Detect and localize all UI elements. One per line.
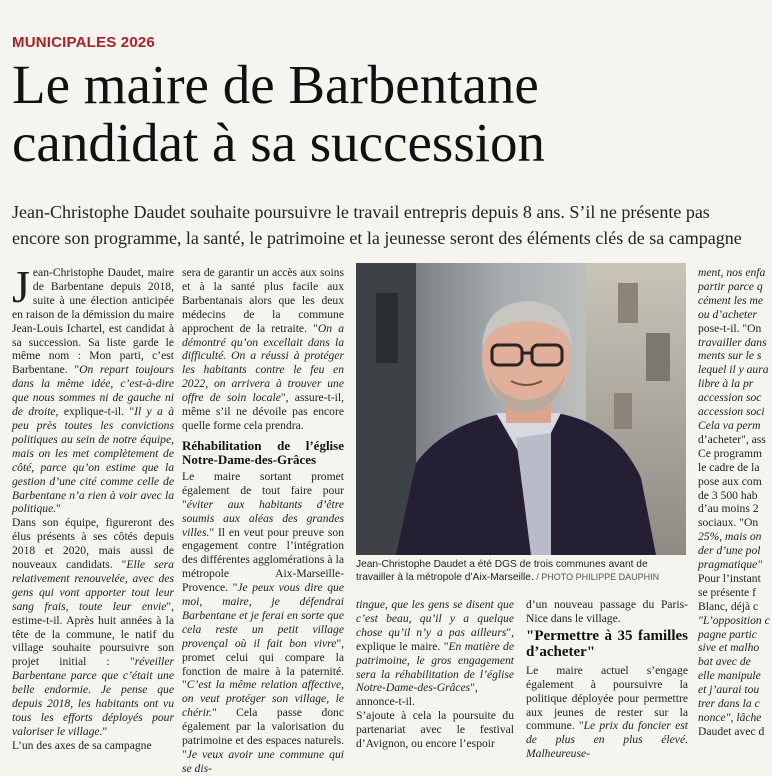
standfirst-line-2: encore son programme, la santé, le patrimoine et la jeunesse seront des éléments clés de sa campagne (12, 228, 742, 248)
subheading-eglise: Réhabilitation de l’église Notre-Dame-des-Grâces (182, 437, 344, 467)
article-column-5: ment, nos enfa partir parce q cément les me ou d’acheter pose-t-il. "On travailler dans ments sur le s lequel il y aura libre à la pr accession soc accession soci Cela va perm d’acheter", ass Ce programm le cadre de la pose aux com de 3 500 hab d’au moins 2 sociaux. "On 25%, mais on der d’une pol pragmatique" Pour l’instant se présente f Blanc, déjà c "L’opposition c pagne partic sive et malho bat avec de elle manipule et j’aurai tou trer dans la c nonce", lâche Daudet avec d (698, 266, 770, 738)
drop-cap: J (12, 261, 30, 312)
standfirst (12, 199, 772, 251)
photo-caption: Jean-Christophe Daudet a été DGS de trois communes avant de travailler à la métropole d’Aix-Marseille. / PHOTO PHILIPPE DAUPHIN (356, 559, 660, 583)
headline-line-1: Le maire de Barbentane (12, 54, 539, 115)
portrait-illustration (356, 263, 686, 555)
subheading-familles: "Permettre à 35 familles d’acheter" (526, 627, 688, 660)
article-column-2: sera de garantir un accès aux soins et à la santé plus facile aux Barbentanais alors que les deux médecins de la commune approchent de la retraite. "On a démontré qu’on excellait dans la difficulté. On a réussi à protéger les habitants contre le feu en 2022, on arrivera à trouver une offre de soin locale", assure-t-il, même s’il ne dévoile pas encore quelle forme cela prendra. Réhabilitation de l’église Notre-Dame-des-Grâces Le maire sortant promet également de tout faire pour "éviter aux habitants d’être soumis aux aléas des grandes villes." Il en veut pour preuve son engagement contre l’intégration des différentes agglomérations à la métropole Aix-Marseille-Provence. "Je peux vous dire que moi, maire, je défendrai Barbentane et je ferai en sorte que cela reste un petit village provençal où il fait bon vivre", promet celui qui compare la fonction de maire à la paternité. "C’est la même relation affective, on veut protéger son village, le chérir." Cela passe donc également par la valorisation du patrimoine et des espaces naturels. "Je veux avoir une commune qui se dis- (182, 266, 345, 775)
article-column-3: tingue, que les gens se disent que c’est beau, qu’il y a quelque chose qu’il n’y a pas ailleurs", explique le maire. "En matière de patrimoine, le gros engagement sera la réhabilitation de l’église Notre-Dame-des-Grâces", annonce-t-il. S’ajoute à cela la poursuite du partenariat avec le festival d’Avignon, ou encore l’espoir (356, 598, 514, 751)
headline (12, 56, 772, 172)
section-kicker: MUNICIPALES 2026 (12, 34, 155, 51)
portrait-photo (356, 263, 686, 555)
headline-line-2: candidat à sa succession (12, 112, 546, 173)
article-column-1: Jean-Christophe Daudet, maire de Barbentane depuis 2018, suite à une élection anticipée en raison de la démission du maire Jean-Louis Ichartel, est candidat à sa succession. Sa liste garde le même nom : Mon parti, c’est Barbentane. "On repart toujours dans la même idée, c’est-à-dire que nous sommes ni de gauche ni de droite, explique-t-il. "Il y a à peu près toutes les convictions politiques au sein de notre équipe, mais on les met complètement de côté, parce qu’on estime que la gestion d’une cité comme celle de Barbentane n’a rien à voir avec la politique." Dans son équipe, figureront des élus présents à ses côtés depuis 2018 et 2020, mais aussi de nouveaux candidats. "Elle sera relativement renouvelée, avec des gens qui vont apporter tout leur sang frais, toute leur envie", estime-t-il. Après huit années à la tête de la commune, le natif du village souhaite poursuivre son projet initial : "réveiller Barbentane parce que c’était une belle endormie. Je pense que depuis 2018, les habitants ont vu tous les efforts déployés pour valoriser le village." L’un des axes de sa campagne (12, 261, 174, 752)
article-column-4: d’un nouveau passage du Paris-Nice dans le village. "Permettre à 35 familles d’acheter" Le maire actuel s’engage également à poursuivre la politique déployée pour permettre aux jeunes de rester sur la commune. "Le prix du foncier est de plus en plus élevé. Malheureuse- (526, 598, 688, 761)
photo-credit: / PHOTO PHILIPPE DAUPHIN (533, 572, 660, 582)
standfirst-line-1: Jean-Christophe Daudet souhaite poursuivre le travail entrepris depuis 8 ans. S’il ne présente pas (12, 202, 710, 222)
